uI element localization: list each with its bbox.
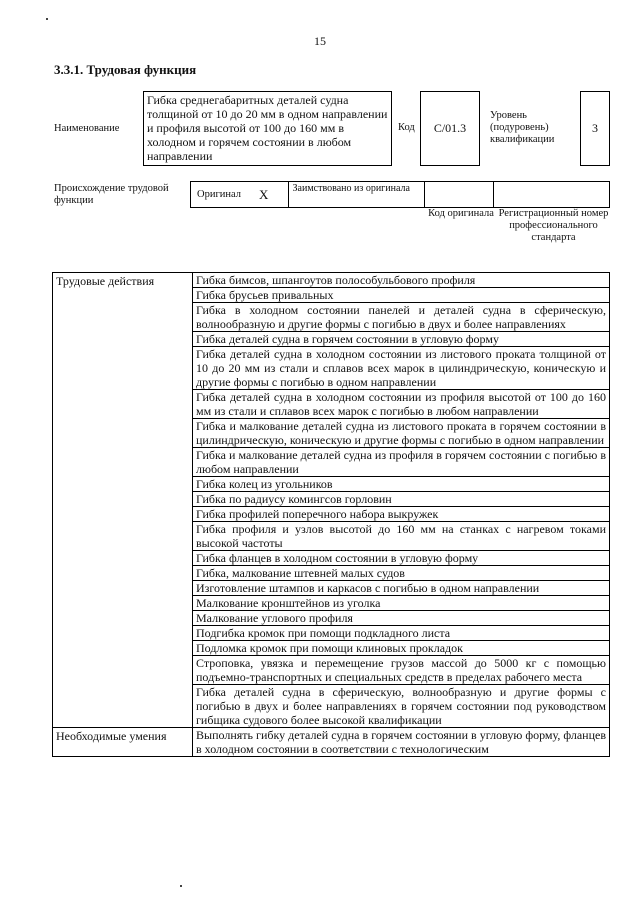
borrowed-cell: Заимствовано из оригинала (289, 182, 425, 207)
reg-number-cell (494, 182, 609, 207)
code-label: Код (398, 122, 415, 133)
original-cell (191, 182, 289, 207)
reg-number-label: Регистрационный номер профессионального стандарта (498, 208, 609, 243)
labor-action-item: Гибка профилей поперечного набора выкружек (193, 507, 610, 522)
labor-action-item: Гибка колец из угольников (193, 477, 610, 492)
labor-action-label: Трудовые действия (53, 273, 193, 728)
labor-action-item: Гибка, малкование штевней малых судов (193, 566, 610, 581)
code-original-cell (425, 182, 494, 207)
labor-action-item: Гибка деталей судна в холодном состоянии из листового проката толщиной от 10 до 20 мм из стали и сплавов всех марок в цилиндрическую, коническую и другие формы с погибью в одном направлении (193, 347, 610, 390)
labor-action-item: Гибка брусьев привальных (193, 288, 610, 303)
labor-action-item: Малкование кронштейнов из уголка (193, 596, 610, 611)
labor-action-item: Изготовление штампов и каркасов с погибью в одном направлении (193, 581, 610, 596)
table-row (53, 273, 610, 288)
skill-item: Выполнять гибку деталей судна в горячем состоянии в угловую форму, фланцев в холодном состоянии в соответствии с технологическим (193, 728, 610, 757)
table-row (53, 728, 610, 757)
labor-action-item: Гибка по радиусу комингсов горловин (193, 492, 610, 507)
labor-action-item: Гибка фланцев в холодном состоянии в угловую форму (193, 551, 610, 566)
level-box: 3 (580, 91, 610, 166)
original-label: Оригинал (197, 189, 241, 200)
level-label: Уровень (подуровень) квалификации (490, 110, 555, 145)
labor-action-item: Гибка в холодном состоянии панелей и деталей судна в сферическую, волнообразную и другие формы с погибью в двух и более направлениях (193, 303, 610, 332)
labor-action-item: Гибка деталей судна в горячем состоянии в угловую форму (193, 332, 610, 347)
origin-row (190, 181, 610, 208)
labor-functions-table (52, 272, 610, 757)
labor-action-item: Подломка кромок при помощи клиновых прокладок (193, 641, 610, 656)
section-heading: 3.3.1. Трудовая функция (54, 62, 197, 77)
labor-action-item: Малкование углового профиля (193, 611, 610, 626)
name-label: Наименование (54, 123, 120, 134)
labor-action-item: Подгибка кромок при помощи подкладного листа (193, 626, 610, 641)
labor-action-item: Гибка и малкование деталей судна из листового проката в горячем состоянии в цилиндрическую, коническую и другие формы с погибью в одном направлении (193, 419, 610, 448)
labor-action-item: Гибка деталей судна в холодном состоянии из профиля высотой от 100 до 160 мм из стали и сплавов всех марок с погибью в любом направлении (193, 390, 610, 419)
scan-dot (180, 885, 182, 887)
labor-action-item: Строповка, увязка и перемещение грузов массой до 5000 кг с помощью подъемно-транспортных и специальных средств в пределах рабочего места (193, 656, 610, 685)
page-number: 15 (314, 34, 326, 48)
code-box: С/01.3 (420, 91, 480, 166)
labor-action-item: Гибка бимсов, шпангоутов полособульбового профиля (193, 273, 610, 288)
labor-action-item: Гибка деталей судна в сферическую, волнообразную и другие формы с погибью в двух и более направлениях в горячем состоянии под руководством гибщика судового более высокой квалификации (193, 685, 610, 728)
skill-label: Необходимые умения (53, 728, 193, 757)
original-mark: X (259, 186, 269, 202)
origin-label: Происхождение трудовой функции (54, 183, 169, 206)
scan-dot (46, 18, 48, 20)
labor-action-item: Гибка профиля и узлов высотой до 160 мм на станках с нагревом токами высокой частоты (193, 522, 610, 551)
labor-action-item: Гибка и малкование деталей судна из профиля в горячем состоянии с погибью в любом направлении (193, 448, 610, 477)
function-name-box: Гибка среднегабаритных деталей судна толщиной от 10 до 20 мм в одном направлении и профиля высотой от 100 до 160 мм в холодном и горячем состоянии в любом направлении (143, 91, 392, 166)
code-original-label: Код оригинала (428, 208, 494, 219)
